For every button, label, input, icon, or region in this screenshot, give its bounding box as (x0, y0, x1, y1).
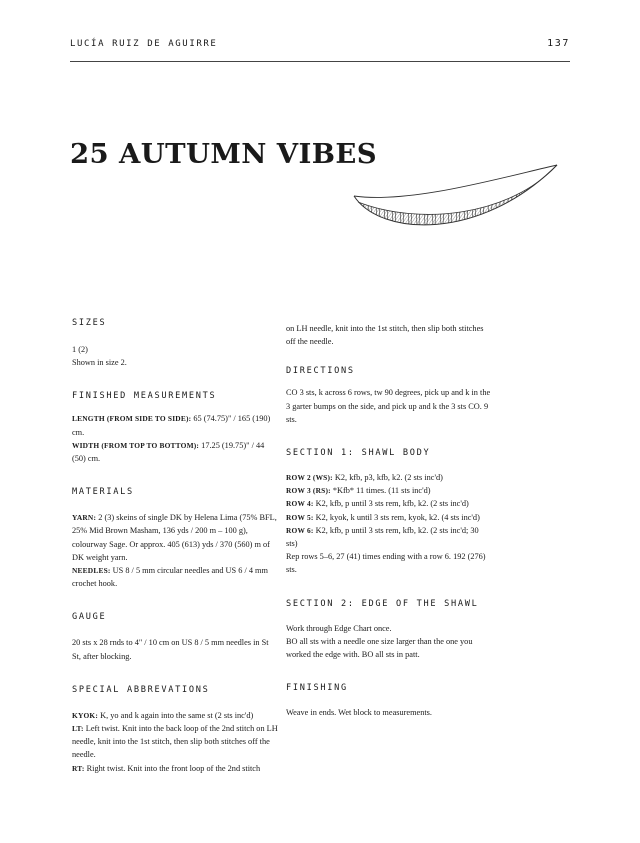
gauge-text: 20 sts x 28 rnds to 4" / 10 cm on US 8 / 5 mm needles in St St, after blocking. (72, 638, 269, 661)
row2-value: K2, kfb, p3, kfb, k2. (2 sts inc'd) (334, 473, 443, 483)
row4-text (286, 497, 492, 510)
needles-text (72, 564, 278, 590)
finishing-text: Weave in ends. Wet block to measurements. (286, 708, 432, 718)
section1-heading: SECTION 1: SHAWL BODY (286, 448, 431, 459)
repeat-text: Rep rows 5–6, 27 (41) times ending with a row 6. 192 (276) sts. (286, 552, 486, 575)
row5-value: K2, kyok, k until 3 sts rem, kyok, k2. (4 sts inc'd) (315, 512, 480, 522)
row5-text (286, 511, 492, 524)
rt-text (72, 762, 278, 775)
row4-value: K2, kfb, p until 3 sts rem, kfb, k2. (2 sts inc'd) (315, 499, 469, 509)
kyok-text (72, 709, 278, 722)
pattern-title: 25 AUTUMN VIBES (70, 138, 378, 170)
rt-value: Right twist. Knit into the front loop of the 2nd stitch (86, 763, 261, 773)
sizes-shown: Shown in size 2. (72, 358, 127, 368)
needles-value: US 8 / 5 mm circular needles and US 6 / 4 mm crochet hook. (72, 566, 268, 589)
width-value: 17.25 (19.75)" / 44 (50) cm. (72, 440, 265, 464)
kyok-label: KYOK: (72, 710, 99, 720)
lt-label: LT: (72, 724, 84, 734)
length-value: 65 (74.75)" / 165 (190) cm. (72, 414, 271, 437)
rt-continuation: on LH needle, knit into the 1st stitch, then slip both stitches off the needle. (286, 324, 484, 347)
header-rule (70, 61, 570, 62)
row2-label: ROW 2 (WS): (286, 473, 333, 483)
row3-value: *Kfb* 11 times. (11 sts inc'd) (332, 486, 431, 496)
lt-text (72, 722, 278, 762)
yarn-text (72, 511, 278, 564)
materials-heading: MATERIALS (72, 487, 134, 498)
rt-label: RT: (72, 763, 85, 773)
special-abbrevations-heading: SPECIAL ABBREVATIONS (72, 684, 210, 695)
directions-text: CO 3 sts, k across 6 rows, tw 90 degrees, pick up and k in the 3 garter bumps on the side, and pick up and k the 3 sts CO. 9 sts. (286, 388, 491, 424)
length-measurement (72, 412, 278, 438)
running-head: LUCÍA RUIZ DE AGUIRRE (70, 39, 218, 49)
section2-heading: SECTION 2: EDGE OF THE SHAWL (286, 598, 479, 609)
row2-text (286, 471, 492, 484)
shawl-sketch-icon (350, 138, 575, 248)
yarn-value: 2 (3) skeins of single DK by Helena Lima (75% BFL, 25% Mid Brown Masham, 136 yds / 200 m – 100 g), colourway Sage. Or approx. 405 (613) yds / 370 (560) m of DK weight yarn. (72, 513, 277, 562)
length-label: LENGTH (FROM SIDE TO SIDE): (72, 414, 192, 424)
finished-measurements-heading: FINISHED MEASUREMENTS (72, 391, 217, 402)
yarn-label: YARN: (72, 513, 97, 523)
kyok-value: K, yo and k again into the same st (2 sts inc'd) (100, 710, 254, 720)
row6-text (286, 524, 492, 550)
finishing-heading: FINISHING (286, 683, 348, 694)
directions-heading: DIRECTIONS (286, 366, 355, 377)
width-label: WIDTH (FROM TOP TO BOTTOM): (72, 440, 200, 450)
edge-chart-text: Work through Edge Chart once. (286, 623, 392, 633)
page-number: 137 (547, 38, 570, 49)
width-measurement (72, 439, 278, 465)
row3-label: ROW 3 (RS): (286, 486, 331, 496)
row6-label: ROW 6: (286, 525, 314, 535)
row5-label: ROW 5: (286, 512, 314, 522)
left-column (72, 318, 278, 775)
row4-label: ROW 4: (286, 499, 314, 509)
lt-value: Left twist. Knit into the back loop of the 2nd stitch on LH needle, knit into the 1st stitch, then slip both stitches off the needle. (72, 724, 278, 760)
right-column (286, 322, 492, 719)
sizes-line: 1 (2) (72, 345, 88, 354)
gauge-heading: GAUGE (72, 612, 107, 623)
row6-value: K2, kfb, p until 3 sts rem, kfb, k2. (2 sts inc'd; 30 sts) (286, 525, 479, 549)
bind-off-text: BO all sts with a needle one size larger than the one you worked the edge with. BO all sts in patt. (286, 636, 473, 660)
needles-label: NEEDLES: (72, 566, 111, 576)
sizes-heading: SIZES (72, 318, 107, 328)
row3-text (286, 484, 492, 497)
